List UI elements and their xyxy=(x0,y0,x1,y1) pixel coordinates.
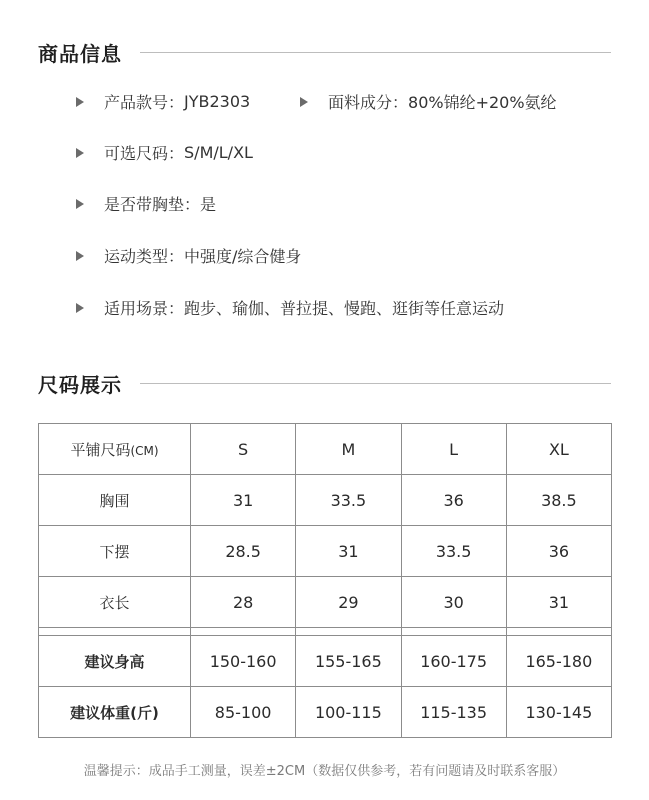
table-row xyxy=(39,475,612,526)
info-label: 是否带胸垫： xyxy=(104,195,201,214)
info-value: JYB2303 xyxy=(184,92,251,111)
info-label: 面料成分： xyxy=(328,93,409,112)
table-cell: 130-145 xyxy=(506,687,611,738)
bullet-icon xyxy=(76,97,84,107)
product-info-header xyxy=(38,38,611,67)
info-label: 产品款号： xyxy=(104,93,185,112)
table-cell: 150-160 xyxy=(191,636,296,687)
info-row-sport-type xyxy=(76,244,301,267)
table-cell: 33.5 xyxy=(296,475,401,526)
section-divider xyxy=(140,52,611,53)
size-header-cell: M xyxy=(296,424,401,475)
info-value: 是 xyxy=(200,195,217,214)
table-cell: 36 xyxy=(401,475,506,526)
info-row-fabric xyxy=(300,90,557,113)
info-row-chest-pad xyxy=(76,192,216,215)
table-cell: 30 xyxy=(401,577,506,628)
size-chart-header xyxy=(38,369,611,398)
section-divider xyxy=(140,383,611,384)
info-value: 80%锦纶+20%氨纶 xyxy=(408,93,557,112)
info-value: 跑步、瑜伽、普拉提、慢跑、逛街等任意运动 xyxy=(184,299,505,318)
header-label: 平铺尺码 xyxy=(70,440,131,459)
product-info-title: 商品信息 xyxy=(38,42,122,66)
table-cell: 33.5 xyxy=(401,526,506,577)
table-row xyxy=(39,687,612,738)
info-label: 运动类型： xyxy=(104,247,185,266)
info-label: 适用场景： xyxy=(104,299,185,318)
size-table xyxy=(38,423,612,738)
table-cell: 36 xyxy=(506,526,611,577)
row-label: 胸围 xyxy=(39,475,191,526)
info-row-sizes xyxy=(76,141,253,164)
table-cell: 31 xyxy=(191,475,296,526)
table-cell: 28 xyxy=(191,577,296,628)
table-cell: 38.5 xyxy=(506,475,611,526)
table-header-cell xyxy=(39,424,191,475)
size-header-cell: XL xyxy=(506,424,611,475)
measurement-note: 温馨提示：成品手工测量，误差±2CM（数据仅供参考，若有问题请及时联系客服） xyxy=(83,764,566,779)
row-label: 建议体重(斤) xyxy=(39,687,191,738)
size-header-cell: S xyxy=(191,424,296,475)
table-row xyxy=(39,526,612,577)
size-chart-title: 尺码展示 xyxy=(38,373,122,397)
bullet-icon xyxy=(76,303,84,313)
table-header-row xyxy=(39,424,612,475)
table-cell: 115-135 xyxy=(401,687,506,738)
info-label: 可选尺码： xyxy=(104,144,185,163)
info-value: 中强度/综合健身 xyxy=(184,247,302,266)
table-cell: 31 xyxy=(506,577,611,628)
bullet-icon xyxy=(76,199,84,209)
table-cell: 85-100 xyxy=(191,687,296,738)
table-gap-row xyxy=(39,628,612,636)
row-label: 衣长 xyxy=(39,577,191,628)
row-label: 下摆 xyxy=(39,526,191,577)
header-unit: (CM) xyxy=(130,443,159,458)
table-row xyxy=(39,636,612,687)
size-header-cell: L xyxy=(401,424,506,475)
table-cell: 165-180 xyxy=(506,636,611,687)
bullet-icon xyxy=(76,251,84,261)
table-cell: 155-165 xyxy=(296,636,401,687)
table-cell: 100-115 xyxy=(296,687,401,738)
table-cell: 29 xyxy=(296,577,401,628)
info-row-style-no xyxy=(76,90,250,113)
table-cell: 160-175 xyxy=(401,636,506,687)
table-row xyxy=(39,577,612,628)
row-label: 建议身高 xyxy=(39,636,191,687)
info-value: S/M/L/XL xyxy=(184,143,253,162)
table-cell: 28.5 xyxy=(191,526,296,577)
info-row-scenes xyxy=(76,296,504,319)
table-cell: 31 xyxy=(296,526,401,577)
bullet-icon xyxy=(76,148,84,158)
bullet-icon xyxy=(300,97,308,107)
